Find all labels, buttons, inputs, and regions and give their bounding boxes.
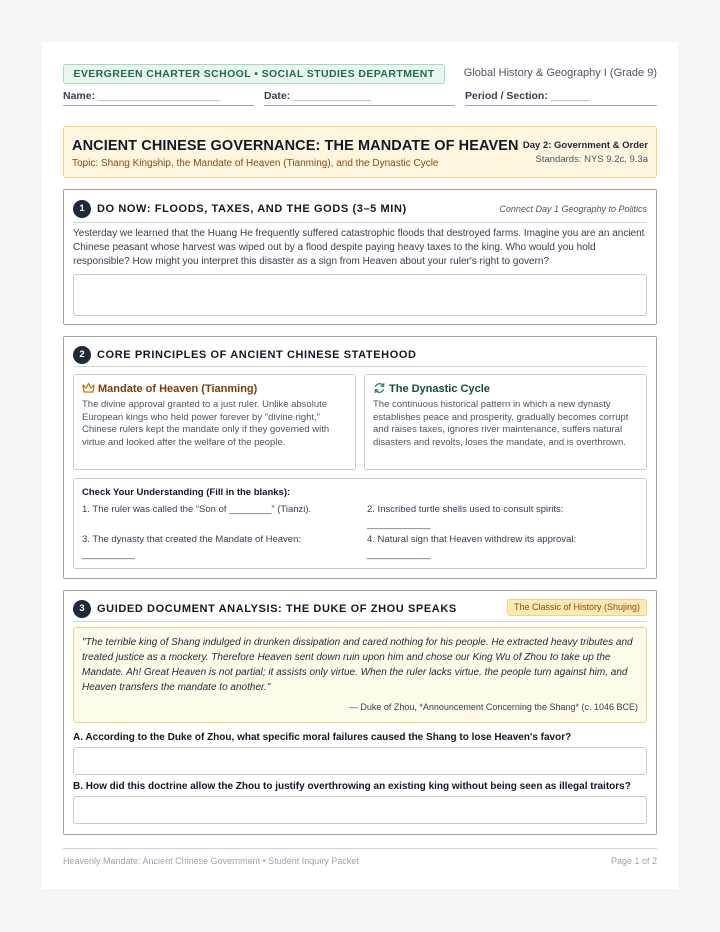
card-title: Mandate of Heaven (Tianming) <box>98 383 258 395</box>
quote-attribution: — Duke of Zhou, *Announcement Concerning the Shang* (c. 1046 BCE) <box>348 702 638 712</box>
question-a: A. According to the Duke of Zhou, what specific moral failures caused the Shang to lose Heaven's favor? <box>73 732 572 743</box>
date-field[interactable] <box>264 89 455 106</box>
section-number: 2 <box>73 346 91 364</box>
section-do-now <box>63 189 657 325</box>
crown-icon <box>82 382 95 394</box>
fill-blank-item-3[interactable]: 3. The dynasty that created the Mandate of Heaven: __________ <box>82 534 301 560</box>
footer-title: Heavenly Mandate: Ancient Chinese Government • Student Inquiry Packet <box>63 856 359 866</box>
name-field[interactable] <box>63 89 254 106</box>
name-label: Name: <box>63 90 96 102</box>
section-divider <box>73 222 647 223</box>
page-number: Page 1 of 2 <box>610 856 657 866</box>
card-description: The divine approval granted to a just ruler. Unlike absolute European kings who held power forever by "divine right," Chinese rulers kept the mandate only if they governed with virtue and looked after the welfare of the people. <box>82 399 330 448</box>
school-badge: EVERGREEN CHARTER SCHOOL • SOCIAL STUDIES DEPARTMENT <box>63 64 445 84</box>
primary-source-quote <box>73 627 647 723</box>
period-field[interactable] <box>465 89 657 106</box>
card-title: The Dynastic Cycle <box>389 383 490 395</box>
section-divider <box>73 621 647 622</box>
fill-blank-item-4[interactable]: 4. Natural sign that Heaven withdrew its approval: ____________ <box>367 534 577 560</box>
lesson-day: Day 2: Government & Order <box>522 140 648 151</box>
section-number: 3 <box>73 600 91 618</box>
section-title: DO NOW: FLOODS, TAXES, AND THE GODS (3–5 MIN) <box>97 203 407 215</box>
quote-text: "The terrible king of Shang indulged in drunken dissipation and cared nothing for his people. He extracted heavy tributes and treated justice as a mockery. Therefore Heaven sent down ruin upon him and chose our King Wu of Zhou to take up the Mandate. Ah! Great Heaven is not partial; it assists only virtue. When the ruler lacks virtue, the people turn against him, and Heaven transfers the mandate to another." <box>82 637 633 693</box>
lesson-title: ANCIENT CHINESE GOVERNANCE: THE MANDATE OF HEAVEN <box>72 138 519 154</box>
lesson-standards: Standards: NYS 9.2c, 9.3a <box>535 154 648 165</box>
section-document-analysis <box>63 590 657 835</box>
section-title: CORE PRINCIPLES OF ANCIENT CHINESE STATEHOOD <box>97 349 417 361</box>
refresh-icon <box>373 382 386 394</box>
period-label: Period / Section: <box>465 90 548 102</box>
check-title: Check Your Understanding (Fill in the blanks): <box>82 487 291 498</box>
card-title-row <box>373 382 490 395</box>
section-title: GUIDED DOCUMENT ANALYSIS: THE DUKE OF ZHOU SPEAKS <box>97 603 457 615</box>
concept-card-dynastic-cycle <box>364 374 647 470</box>
card-title-row <box>82 382 257 395</box>
lesson-title-box <box>63 126 657 178</box>
source-tag: The Classic of History (Shujing) <box>507 599 647 616</box>
check-understanding-box <box>73 478 647 569</box>
lesson-topic: Topic: Shang Kingship, the Mandate of Heaven (Tianming), and the Dynastic Cycle <box>72 158 439 169</box>
section-divider <box>73 366 647 367</box>
date-blank: ______________ <box>293 90 371 102</box>
section-note: Connect Day 1 Geography to Politics <box>499 204 647 214</box>
name-blank: ______________________ <box>98 90 220 102</box>
header-top-row <box>63 64 657 84</box>
period-blank: _______ <box>550 90 590 102</box>
student-info-row <box>63 89 657 107</box>
footer-divider <box>63 848 657 849</box>
fill-blank-item-2[interactable]: 2. Inscribed turtle shells used to consult spirits: ____________ <box>367 504 564 530</box>
concept-card-mandate <box>73 374 356 470</box>
section-core-principles <box>63 336 657 579</box>
section-number: 1 <box>73 200 91 218</box>
question-a-answer-box[interactable] <box>73 747 647 775</box>
worksheet-page <box>42 42 678 889</box>
do-now-prompt: Yesterday we learned that the Huang He frequently suffered catastrophic floods that destroyed farms. Imagine you are an ancient Chinese peasant whose harvest was wiped out by a flood despite paying heavy taxes to the king. Who would you hold responsible? How might you interpret this disaster as a sign from Heaven about your ruler's right to govern? <box>73 228 645 267</box>
course-name: Global History & Geography I (Grade 9) <box>463 67 657 79</box>
date-label: Date: <box>264 90 291 102</box>
card-description: The continuous historical pattern in which a new dynasty establishes peace and prosperity, gradually becomes corrupt and raises taxes, ignores river maintenance, suffers natural disasters and revolts, loses the mandate, and is overthrown. <box>373 399 629 448</box>
question-b: B. How did this doctrine allow the Zhou to justify overthrowing an existing king without being seen as illegal traitors? <box>73 781 631 792</box>
fill-blank-item-1[interactable]: 1. The ruler was called the “Son of ________” (Tianzi). <box>82 504 312 515</box>
do-now-answer-box[interactable] <box>73 274 647 316</box>
question-b-answer-box[interactable] <box>73 796 647 824</box>
